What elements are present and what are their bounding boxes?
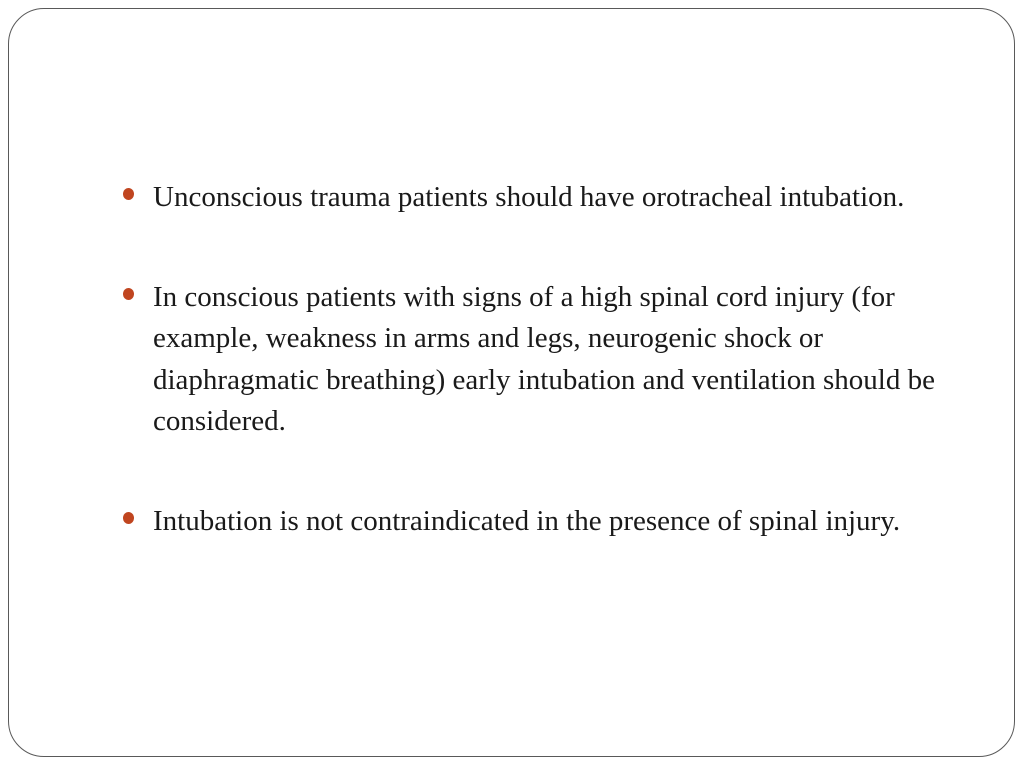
bullet-item bbox=[121, 501, 951, 543]
bullet-item bbox=[121, 277, 951, 443]
bullet-text: In conscious patients with signs of a high spinal cord injury (for example, weakness in arms and legs, neurogenic shock or diaphragmatic breathing) early intubation and ventilation should be considered. bbox=[153, 280, 935, 437]
bullet-text: Intubation is not contraindicated in the presence of spinal injury. bbox=[153, 504, 901, 537]
bullet-text: Unconscious trauma patients should have orotracheal intubation. bbox=[153, 181, 905, 213]
bullet-item bbox=[121, 177, 951, 219]
bullet-dot-icon bbox=[123, 288, 134, 300]
bullet-dot-icon bbox=[123, 188, 134, 200]
slide-frame bbox=[8, 8, 1015, 757]
bullet-dot-icon bbox=[123, 512, 134, 524]
bullet-list bbox=[121, 177, 951, 542]
